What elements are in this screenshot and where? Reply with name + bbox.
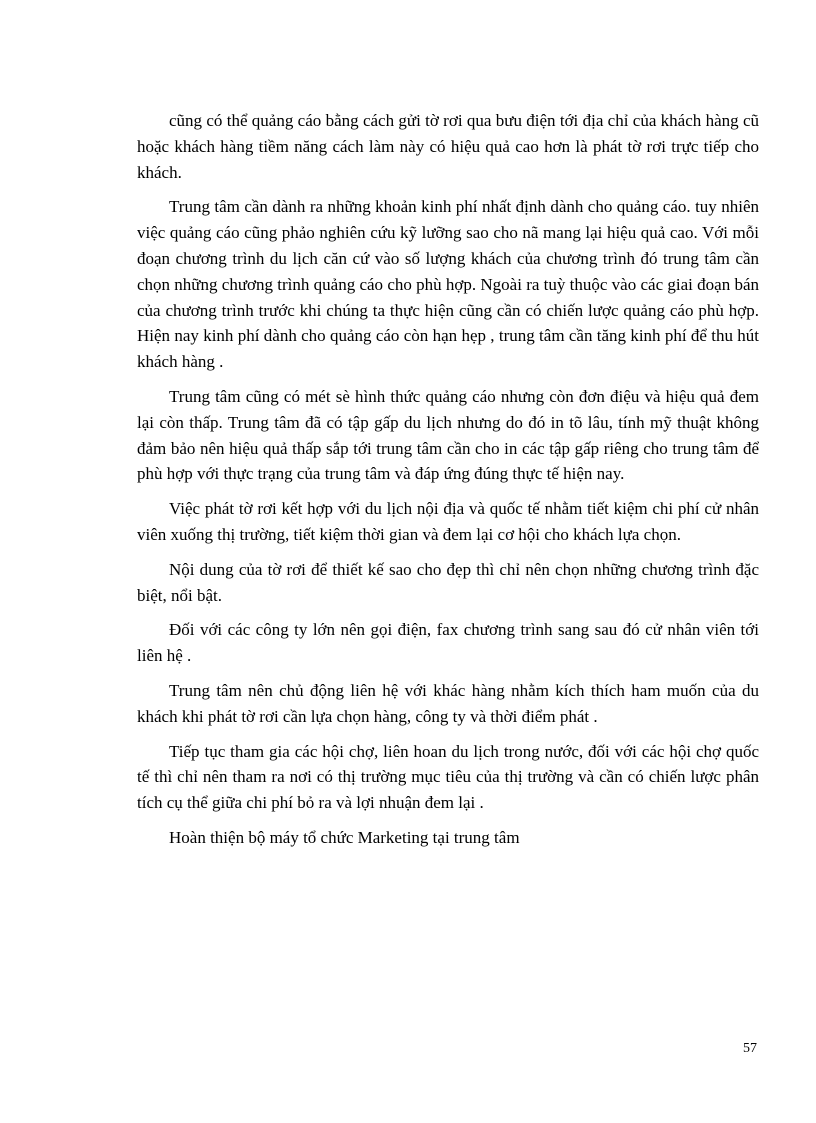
paragraph-large-companies: Đối với các công ty lớn nên gọi điện, fax chương trình sang sau đó cử nhân viên tới liên hệ .	[137, 620, 759, 666]
paragraph-continuation: cũng có thể quảng cáo bằng cách gửi tờ rơi qua bưu điện tới địa chỉ của khách hàng cũ hoặc khách hàng tiềm năng cách làm này có hiệu quả cao hơn là phát tờ rơi trực tiếp cho khách.	[137, 111, 759, 182]
paragraph-marketing-organization: Hoàn thiện bộ máy tổ chức Marketing tại trung tâm	[169, 827, 520, 847]
paragraph-customer-contact: Trung tâm nên chủ động liên hệ với khác hàng nhằm kích thích ham muốn của du khách khi phát tờ rơi cần lựa chọn hàng, công ty và thời điểm phát .	[137, 680, 759, 726]
page-number: 57	[743, 1041, 757, 1056]
body-text	[137, 108, 759, 860]
paragraph-trade-fairs: Tiếp tục tham gia các hội chợ, liên hoan du lịch trong nước, đối với các hội chợ quốc tế thì chỉ nên tham ra nơi có thị trường mục tiêu của thị trường và cần có chiến lược phân tích cụ thể giữa chi phí bỏ ra và lợi nhuận đem lại .	[137, 741, 759, 813]
paragraph-leaflet-distribution: Việc phát tờ rơi kết hợp với du lịch nội địa và quốc tế nhằm tiết kiệm chi phí cử nhân viên xuống thị trường, tiết kiệm thời gian và đem lại cơ hội cho khách lựa chọn.	[137, 499, 759, 544]
paragraph-advertising-forms: Trung tâm cũng có mét sè hình thức quảng cáo nhưng còn đơn điệu và hiệu quả đem lại còn thấp. Trung tâm đã có tập gấp du lịch nhưng do đó in tõ lâu, tính mỹ thuật không đảm bảo nên hiệu quả thấp sắp tới trung tâm cần cho in các tập gấp riêng cho trung tâm để phù hợp với thực trạng của trung tâm và đáp ứng đúng thực tế hiện nay.	[137, 386, 759, 484]
paragraph-leaflet-content: Nội dung của tờ rơi để thiết kế sao cho đẹp thì chỉ nên chọn những chương trình đặc biệt, nổi bật.	[137, 559, 759, 605]
paragraph-advertising-budget: Trung tâm cần dành ra những khoản kinh phí nhất định dành cho quảng cáo. tuy nhiên việc quảng cáo cũng phảo nghiên cứu kỹ lưỡng sao cho nã mang lại hiệu quả cao. Với mỗi đoạn chương trình du lịch căn cứ vào số lượng khách của chương trình đó trung tâm cần chọn những chương trình quảng cáo cho phù hợp. Ngoài ra tuỳ thuộc vào các giai đoạn bán của chương trình trước khi chúng ta thực hiện cũng cần có chiến lược quảng cáo phù hợp. Hiện nay kinh phí dành cho quảng cáo còn hạn hẹp , trung tâm cần tăng kinh phí để thu hút khách hàng .	[137, 197, 759, 372]
